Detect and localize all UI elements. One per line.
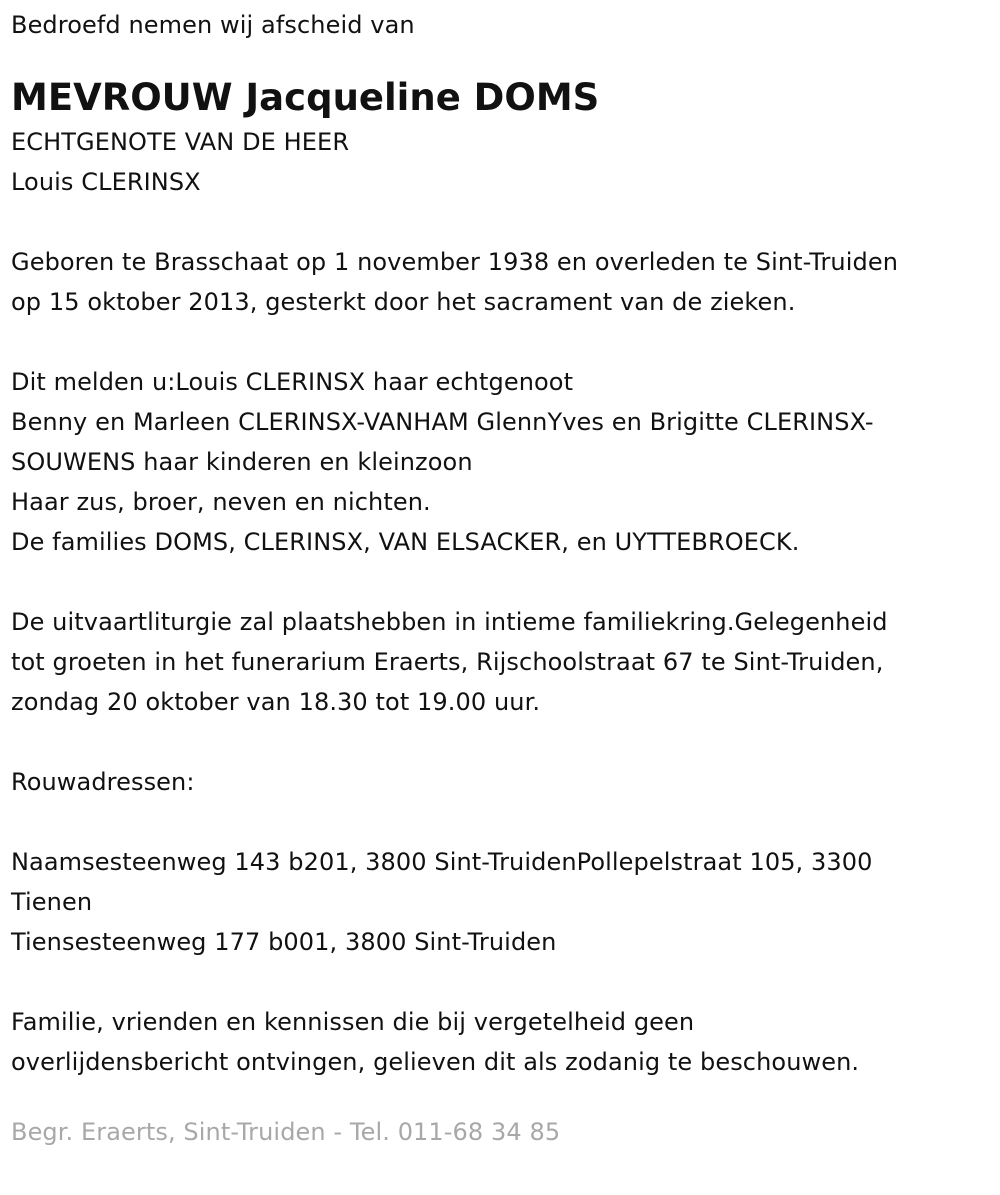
intro-text: Bedroefd nemen wij afscheid van — [11, 11, 415, 39]
address-line: Naamsesteenweg 143 b201, 3800 Sint-TruidenPollepelstraat 105, 3300 — [11, 848, 873, 876]
spacer — [11, 962, 1000, 1002]
paragraph-line: Benny en Marleen CLERINSX-VANHAM GlennYves en Brigitte CLERINSX- — [11, 408, 874, 436]
paragraph-line: tot groeten in het funerarium Eraerts, Rijschoolstraat 67 te Sint-Truiden, — [11, 648, 884, 676]
paragraph-line: zondag 20 oktober van 18.30 tot 19.00 uur. — [11, 688, 541, 716]
address-line: Tienen — [11, 888, 93, 916]
funeral-paragraph — [11, 602, 1000, 722]
announced-by-paragraph — [11, 362, 1000, 562]
paragraph-line: Geboren te Brasschaat op 1 november 1938 en overleden te Sint-Truiden — [11, 248, 899, 276]
spacer — [11, 802, 1000, 842]
paragraph-line: overlijdensbericht ontvingen, gelieven dit als zodanig te beschouwen. — [11, 1048, 860, 1076]
paragraph-line: Familie, vrienden en kennissen die bij vergetelheid geen — [11, 1008, 695, 1036]
addresses-heading: Rouwadressen: — [11, 768, 195, 796]
paragraph-line: De uitvaartliturgie zal plaatshebben in intieme familiekring.Gelegenheid — [11, 608, 888, 636]
relation-text: ECHTGENOTE VAN DE HEER — [11, 128, 350, 156]
paragraph-line: De families DOMS, CLERINSX, VAN ELSACKER, en UYTTEBROECK. — [11, 528, 800, 556]
spacer — [11, 562, 1000, 602]
paragraph-line: op 15 oktober 2013, gesterkt door het sacrament van de zieken. — [11, 288, 796, 316]
spacer — [11, 322, 1000, 362]
paragraph-line: SOUWENS haar kinderen en kleinzoon — [11, 448, 473, 476]
birth-death-paragraph — [11, 242, 1000, 322]
obituary-document — [0, 5, 1000, 1195]
spacer — [11, 722, 1000, 762]
addresses-paragraph — [11, 842, 1000, 962]
spacer — [11, 202, 1000, 242]
spouse-name: Louis CLERINSX — [11, 168, 201, 196]
address-line: Tiensesteenweg 177 b001, 3800 Sint-Truiden — [11, 928, 557, 956]
paragraph-line: Dit melden u:Louis CLERINSX haar echtgenoot — [11, 368, 574, 396]
paragraph-line: Haar zus, broer, neven en nichten. — [11, 488, 431, 516]
funeral-home-footer: Begr. Eraerts, Sint-Truiden - Tel. 011-68 34 85 — [11, 1118, 561, 1146]
deceased-name: MEVROUW Jacqueline DOMS — [11, 76, 600, 119]
closing-paragraph — [11, 1002, 1000, 1082]
